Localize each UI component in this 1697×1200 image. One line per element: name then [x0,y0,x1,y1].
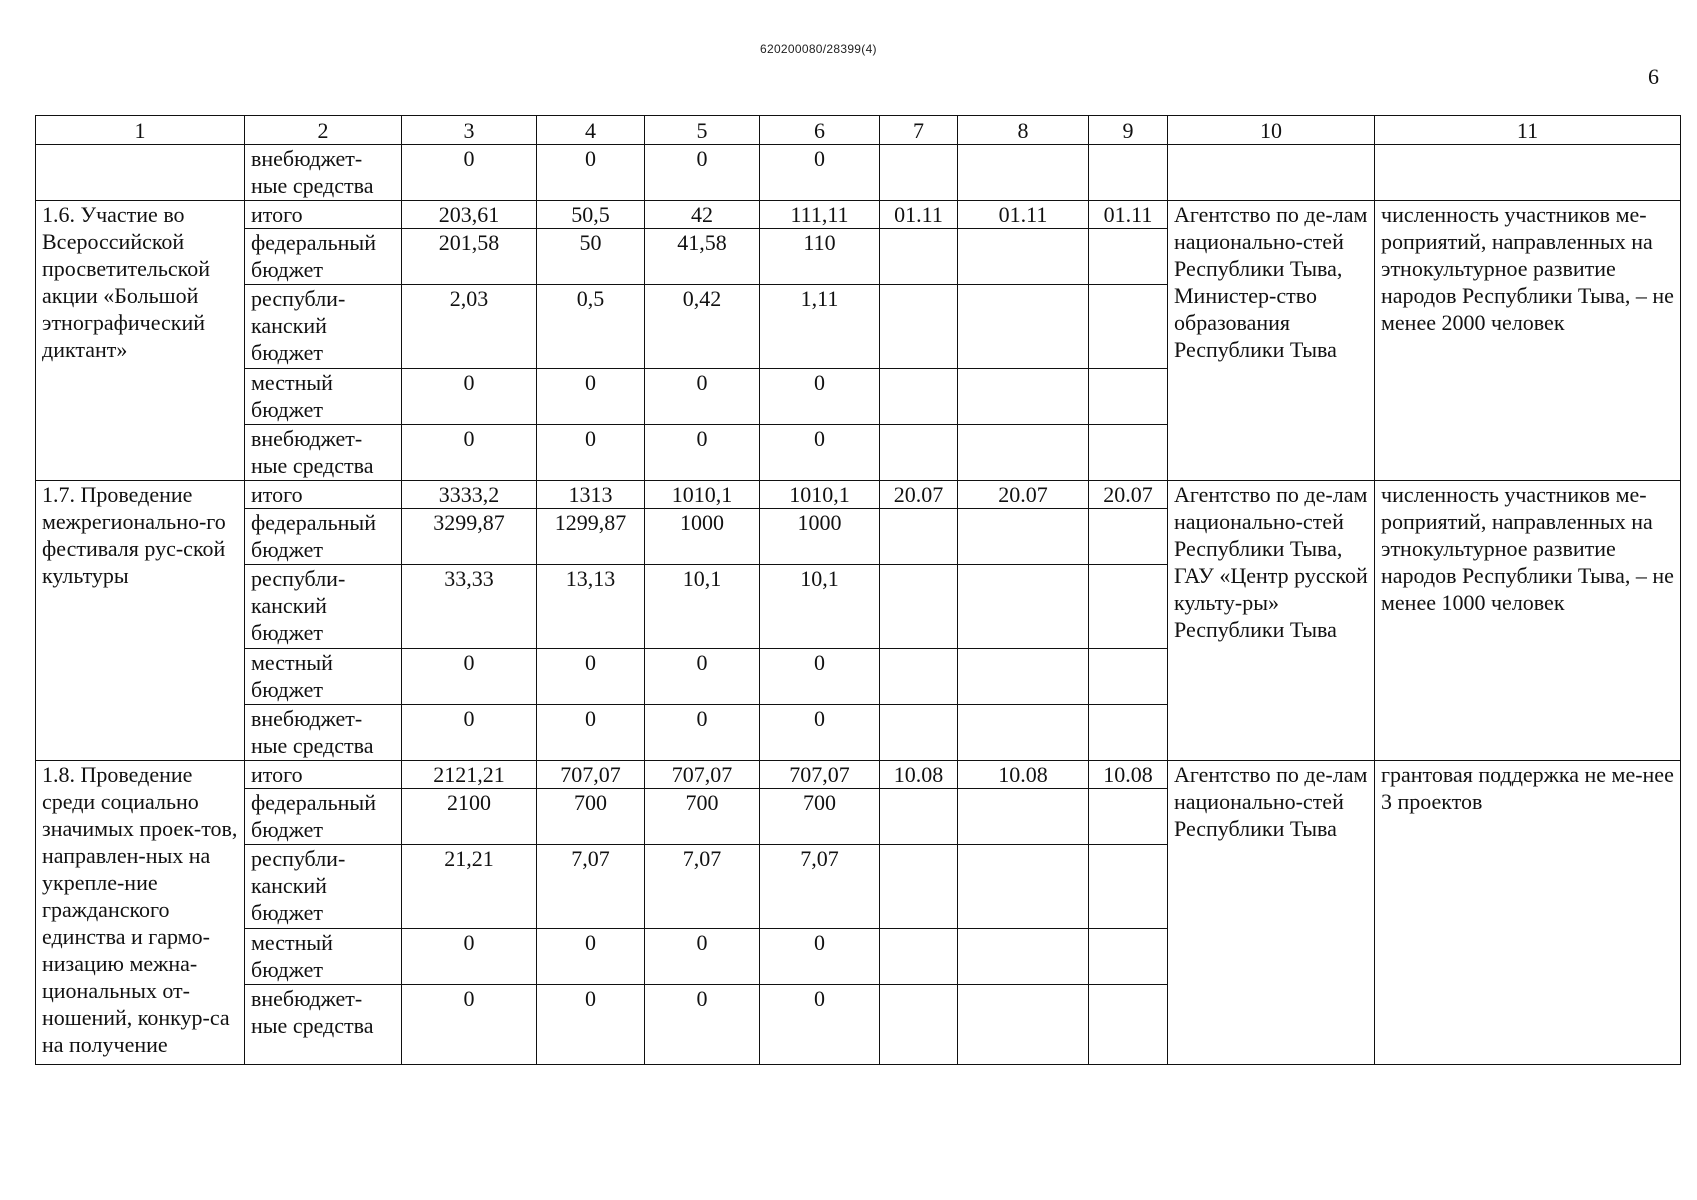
value-cell: 3333,2 [402,481,537,509]
value-cell: 203,61 [402,201,537,229]
value-cell: 0 [645,425,760,481]
header-cell: 3 [402,116,537,145]
empty-cell [1089,649,1168,705]
value-cell: 0 [402,425,537,481]
value-cell: 10,1 [760,565,880,649]
empty-cell [958,985,1089,1065]
empty-cell [1089,929,1168,985]
value-cell: 50,5 [537,201,645,229]
empty-cell [958,509,1089,565]
empty-cell [880,649,958,705]
table-row [36,761,1681,789]
value-cell: 0 [760,985,880,1065]
empty-cell [880,229,958,285]
value-cell: 41,58 [645,229,760,285]
empty-cell [958,229,1089,285]
empty-cell [958,705,1089,761]
responsible-cell: Агентство по де-лам национально-стей Республики Тыва [1168,761,1375,1065]
row-label: республи-канский бюджет [245,845,402,929]
header-cell: 2 [245,116,402,145]
row-label: итого [245,481,402,509]
value-cell: 1000 [645,509,760,565]
indicator-cell: численность участников ме-роприятий, направленных на этнокультурное развитие народов Республики Тыва, – не менее 2000 человек [1375,201,1681,481]
value-cell: 0 [402,705,537,761]
row-label: итого [245,201,402,229]
value-cell: 0 [402,929,537,985]
empty-cell [1089,845,1168,929]
value-cell: 10,1 [645,565,760,649]
row-label: итого [245,761,402,789]
value-cell: 50 [537,229,645,285]
value-cell: 0 [537,369,645,425]
value-cell: 2100 [402,789,537,845]
header-cell: 4 [537,116,645,145]
value-cell: 42 [645,201,760,229]
empty-cell [880,145,958,201]
section-name: 1.8. Проведение среди социально значимых проек-тов, направлен-ных на укрепле-ние гражданского единства и гармо-низацию межна-циональных от-ношений, конкур-са на получение [36,761,245,1065]
empty-cell [1089,509,1168,565]
row-label: внебюджет-ные средства [245,985,402,1065]
value-cell: 0 [537,425,645,481]
empty-cell [880,845,958,929]
date-cell: 10.08 [880,761,958,789]
empty-cell [1168,145,1375,201]
date-cell: 10.08 [958,761,1089,789]
empty-cell [880,929,958,985]
empty-cell [958,929,1089,985]
row-label: республи-канский бюджет [245,565,402,649]
empty-cell [1089,229,1168,285]
budget-table [35,115,1681,1065]
value-cell: 700 [760,789,880,845]
empty-cell [1089,369,1168,425]
document-id: 620200080/28399(4) [760,42,877,56]
empty-cell [880,285,958,369]
header-cell: 9 [1089,116,1168,145]
row-label: внебюджет-ные средства [245,705,402,761]
value-cell: 0 [402,649,537,705]
date-cell: 01.11 [958,201,1089,229]
value-cell: 0 [537,649,645,705]
row-label: республи-канский бюджет [245,285,402,369]
empty-cell [880,565,958,649]
indicator-cell: численность участников ме-роприятий, направленных на этнокультурное развитие народов Республики Тыва, – не менее 1000 человек [1375,481,1681,761]
empty-cell [1089,285,1168,369]
empty-cell [880,369,958,425]
value-cell: 0 [760,425,880,481]
value-cell: 1299,87 [537,509,645,565]
empty-cell [1089,565,1168,649]
header-cell: 10 [1168,116,1375,145]
value-cell: 1313 [537,481,645,509]
row-label: местный бюджет [245,649,402,705]
empty-cell [880,789,958,845]
value-cell: 1010,1 [645,481,760,509]
value-cell: 2121,21 [402,761,537,789]
value-cell: 0 [645,369,760,425]
indicator-cell: грантовая поддержка не ме-нее 3 проектов [1375,761,1681,1065]
value-cell: 707,07 [645,761,760,789]
value-cell: 7,07 [760,845,880,929]
value-cell: 111,11 [760,201,880,229]
empty-cell [36,145,245,201]
value-cell: 1000 [760,509,880,565]
row-label: местный бюджет [245,369,402,425]
responsible-cell: Агентство по де-лам национально-стей Республики Тыва, ГАУ «Центр русской культу-ры» Республики Тыва [1168,481,1375,761]
date-cell: 10.08 [1089,761,1168,789]
table-row [36,481,1681,509]
date-cell: 20.07 [958,481,1089,509]
value-cell: 700 [537,789,645,845]
value-cell: 0 [537,705,645,761]
empty-cell [958,565,1089,649]
value-cell: 1010,1 [760,481,880,509]
row-label: внебюджет-ные средства [245,425,402,481]
row-label: местный бюджет [245,929,402,985]
value-cell: 0 [537,929,645,985]
value-cell: 7,07 [537,845,645,929]
header-cell: 1 [36,116,245,145]
empty-cell [1089,985,1168,1065]
date-cell: 20.07 [1089,481,1168,509]
value-cell: 3299,87 [402,509,537,565]
value-cell: 0 [537,145,645,201]
empty-cell [1089,705,1168,761]
value-cell: 0 [760,929,880,985]
value-cell: 0 [402,985,537,1065]
header-cell: 7 [880,116,958,145]
empty-cell [958,845,1089,929]
empty-cell [958,285,1089,369]
row-label: внебюджет-ные средства [245,145,402,201]
empty-cell [880,425,958,481]
value-cell: 0 [760,649,880,705]
header-cell: 11 [1375,116,1681,145]
value-cell: 0 [402,369,537,425]
value-cell: 0 [537,985,645,1065]
row-label: федеральный бюджет [245,789,402,845]
date-cell: 01.11 [1089,201,1168,229]
table-body [36,116,1681,1065]
value-cell: 0,5 [537,285,645,369]
value-cell: 2,03 [402,285,537,369]
value-cell: 0 [645,145,760,201]
value-cell: 13,13 [537,565,645,649]
empty-cell [880,705,958,761]
table-row [36,145,1681,201]
value-cell: 7,07 [645,845,760,929]
header-row [36,116,1681,145]
row-label: федеральный бюджет [245,509,402,565]
empty-cell [1089,145,1168,201]
value-cell: 0,42 [645,285,760,369]
empty-cell [958,649,1089,705]
value-cell: 33,33 [402,565,537,649]
empty-cell [958,425,1089,481]
empty-cell [880,509,958,565]
value-cell: 1,11 [760,285,880,369]
empty-cell [1375,145,1681,201]
empty-cell [880,985,958,1065]
responsible-cell: Агентство по де-лам национально-стей Республики Тыва, Министер-ство образования Республики Тыва [1168,201,1375,481]
header-cell: 5 [645,116,760,145]
header-cell: 6 [760,116,880,145]
value-cell: 0 [645,649,760,705]
value-cell: 0 [645,985,760,1065]
table-row [36,201,1681,229]
page-number: 6 [1648,64,1659,89]
value-cell: 0 [760,145,880,201]
value-cell: 700 [645,789,760,845]
empty-cell [958,789,1089,845]
value-cell: 0 [760,369,880,425]
value-cell: 201,58 [402,229,537,285]
row-label: федеральный бюджет [245,229,402,285]
section-name: 1.7. Проведение межрегионально-го фестиваля рус-ской культуры [36,481,245,761]
empty-cell [958,145,1089,201]
value-cell: 110 [760,229,880,285]
section-name: 1.6. Участие во Всероссийской просветительской акции «Большой этнографический диктант» [36,201,245,481]
date-cell: 01.11 [880,201,958,229]
value-cell: 707,07 [537,761,645,789]
empty-cell [958,369,1089,425]
value-cell: 0 [760,705,880,761]
value-cell: 21,21 [402,845,537,929]
value-cell: 0 [645,929,760,985]
empty-cell [1089,789,1168,845]
value-cell: 0 [402,145,537,201]
empty-cell [1089,425,1168,481]
header-cell: 8 [958,116,1089,145]
value-cell: 0 [645,705,760,761]
date-cell: 20.07 [880,481,958,509]
value-cell: 707,07 [760,761,880,789]
